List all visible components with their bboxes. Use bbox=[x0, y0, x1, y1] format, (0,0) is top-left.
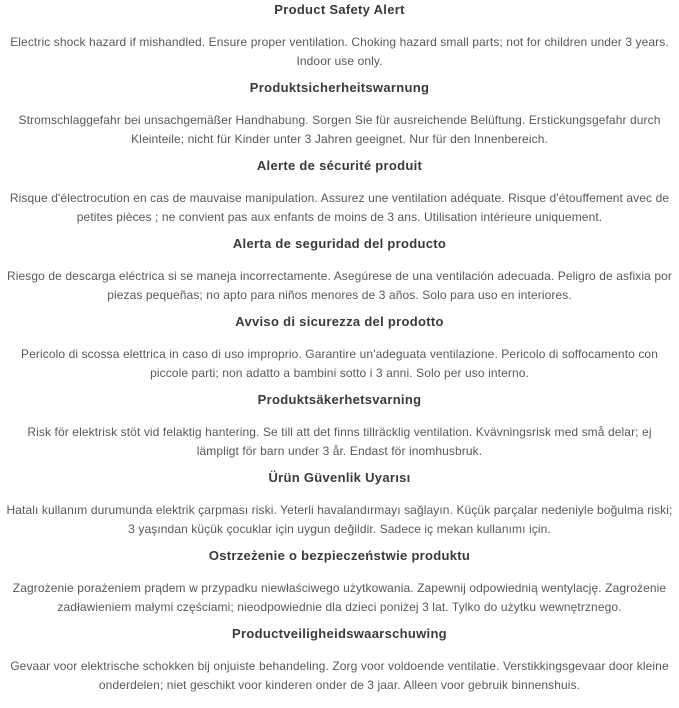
safety-alert-section-turkish bbox=[6, 470, 673, 539]
safety-alert-heading-turkish: Ürün Güvenlik Uyarısı bbox=[268, 470, 411, 485]
safety-alert-heading-german: Produktsicherheitswarnung bbox=[249, 80, 430, 95]
safety-alert-body-spanish: Riesgo de descarga eléctrica si se maneja incorrectamente. Asegúrese de una ventilación adecuada. Peligro de asfixia por piezas pequeñas; no apto para niños menores de 3 años. Solo para uso en interiores. bbox=[6, 269, 673, 302]
safety-alert-section-italian bbox=[6, 314, 673, 383]
safety-alert-body-english: Electric shock hazard if mishandled. Ensure proper ventilation. Choking hazard small parts; not for children under 3 years. Indoor use only. bbox=[10, 35, 669, 68]
safety-alert-body-swedish: Risk för elektrisk stöt vid felaktig hantering. Se till att det finns tillräcklig ventilation. Kvävningsrisk med små delar; ej lämpligt för barn under 3 år. Endast för inomhusbruk. bbox=[27, 425, 652, 458]
safety-alert-section-polish bbox=[6, 548, 673, 617]
safety-alert-heading-english: Product Safety Alert bbox=[274, 2, 405, 17]
safety-alert-body-italian: Pericolo di scossa elettrica in caso di uso improprio. Garantire un'adeguata ventilazione. Pericolo di soffocamento con piccole parti; non adatto a bambini sotto i 3 anni. Solo per uso interno. bbox=[21, 347, 658, 380]
safety-alert-heading-polish: Ostrzeżenie o bezpieczeństwie produktu bbox=[208, 548, 471, 563]
safety-alert-section-dutch bbox=[6, 626, 673, 695]
safety-alert-heading-italian: Avviso di sicurezza del prodotto bbox=[235, 314, 444, 329]
safety-alert-heading-french: Alerte de sécurité produit bbox=[256, 158, 423, 173]
safety-alert-body-turkish: Hatalı kullanım durumunda elektrik çarpması riski. Yeterli havalandırmayı sağlayın. Küçük parçalar nedeniyle boğulma riski; 3 yaşından küçük çocuklar için uygun değildir. Sadece iç mekan kullanımı için. bbox=[6, 503, 673, 536]
safety-alert-body-french: Risque d'électrocution en cas de mauvaise manipulation. Assurez une ventilation adéquate. Risque d'étouffement avec de petites pièces ; ne convient pas aux enfants de moins de 3 ans. Utilisation intérieure uniquement. bbox=[9, 191, 670, 224]
safety-alert-section-english bbox=[6, 2, 673, 71]
safety-alert-section-french bbox=[6, 158, 673, 227]
safety-alert-heading-swedish: Produktsäkerhetsvarning bbox=[257, 392, 422, 407]
safety-alert-section-german bbox=[6, 80, 673, 149]
safety-alert-body-polish: Zagrożenie porażeniem prądem w przypadku niewłaściwego użytkowania. Zapewnij odpowiednią wentylację. Zagrożenie zadławieniem małymi częściami; nieodpowiednie dla dzieci poniżej 3 lat. Tylko do użytku wewnętrznego. bbox=[12, 581, 667, 614]
safety-alert-body-dutch: Gevaar voor elektrische schokken bij onjuiste behandeling. Zorg voor voldoende ventilatie. Verstikkingsgevaar door kleine onderdelen; niet geschikt voor kinderen onder de 3 jaar. Alleen voor gebruik binnenshuis. bbox=[10, 659, 669, 692]
safety-alert-heading-spanish: Alerta de seguridad del producto bbox=[232, 236, 447, 251]
safety-alert-body-german: Stromschlaggefahr bei unsachgemäßer Handhabung. Sorgen Sie für ausreichende Belüftung. Erstickungsgefahr durch Kleinteile; nicht für Kinder unter 3 Jahren geeignet. Nur für den Innenbereich. bbox=[18, 113, 661, 146]
safety-alert-section-spanish bbox=[6, 236, 673, 305]
safety-alert-section-swedish bbox=[6, 392, 673, 461]
safety-alert-heading-dutch: Productveiligheidswaarschuwing bbox=[232, 626, 447, 641]
